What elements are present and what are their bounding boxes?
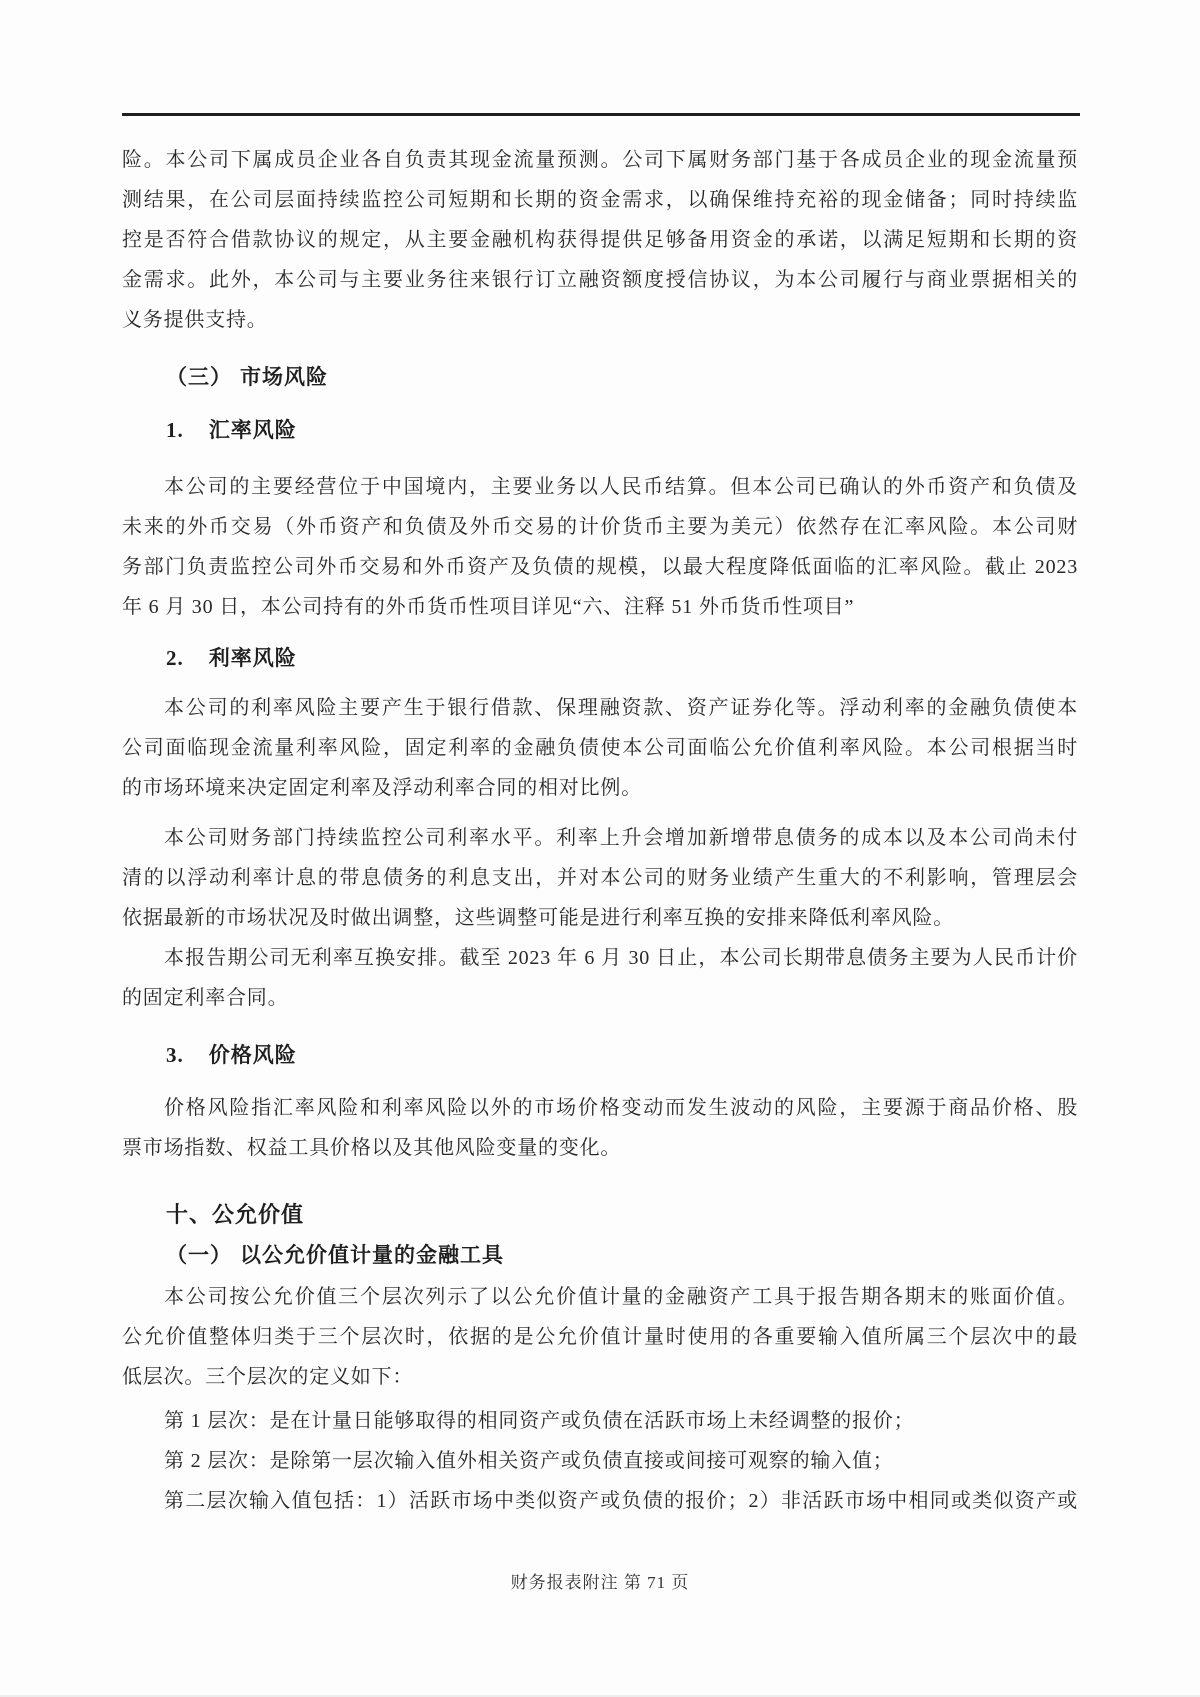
heading-price-risk: [122, 1035, 1078, 1075]
heading-label: 利率风险: [208, 646, 297, 670]
header-rule: [122, 113, 1080, 116]
text-line: 本公司按公允价值三个层次列示了以公允价值计量的金融资产工具于报告期各期末的账面价值。: [164, 1286, 1078, 1308]
item-level-2-definition: [122, 1441, 1078, 1481]
heading-number: 1.: [166, 418, 184, 442]
text-line: 第 1 层次：是在计量日能够取得的相同资产或负债在活跃市场上未经调整的报价；: [164, 1410, 915, 1432]
text-line: 低层次。三个层次的定义如下：: [122, 1366, 414, 1388]
heading-label: 以公允价值计量的金融工具: [240, 1243, 504, 1267]
heading-exchange-rate-risk: [122, 410, 1078, 450]
text-line: 票市场指数、权益工具价格以及其他风险变量的变化。: [122, 1137, 622, 1159]
heading-number: （三）: [166, 365, 232, 389]
text-line: 义务提供支持。: [122, 309, 268, 331]
text-line: 公司面临现金流量利率风险，固定利率的金融负债使本公司面临公允价值利率风险。本公司根据当时: [122, 737, 1078, 759]
paragraph-fair-value-levels: [122, 1277, 1078, 1397]
text-line: 清的以浮动利率计息的带息债务的利息支出，并对本公司的财务业绩产生重大的不利影响，管理层会: [122, 867, 1078, 889]
paragraph-exchange-rate-risk: [122, 467, 1078, 627]
text-line: 金需求。此外，本公司与主要业务往来银行订立融资额度授信协议，为本公司履行与商业票据相关的: [122, 269, 1078, 291]
heading-number: 3.: [166, 1043, 184, 1067]
text-line: 控是否符合借款协议的规定，从主要金融机构获得提供足够备用资金的承诺，以满足短期和长期的资: [122, 229, 1078, 251]
heading-market-risk: [122, 357, 1078, 397]
paragraph-interest-rate-monitoring: [122, 818, 1078, 938]
heading-number: 2.: [166, 646, 184, 670]
text-line: 第 2 层次：是除第一层次输入值外相关资产或负债直接或间接可观察的输入值；: [164, 1450, 894, 1472]
text-line: 本公司的利率风险主要产生于银行借款、保理融资款、资产证券化等。浮动利率的金融负债使本: [164, 697, 1078, 719]
text-line: 的市场环境来决定固定利率及浮动利率合同的相对比例。: [122, 777, 642, 799]
paragraph-no-interest-rate-swap: [122, 938, 1078, 1018]
item-level-1-definition: [122, 1401, 1078, 1441]
heading-label: 价格风险: [208, 1043, 297, 1067]
page-footer: [0, 1563, 1200, 1603]
footer-text: 财务报表附注 第 71 页: [510, 1573, 690, 1592]
heading-label: 汇率风险: [208, 418, 297, 442]
heading-interest-rate-risk: [122, 638, 1078, 678]
text-line: 依据最新的市场状况及时做出调整，这些调整可能是进行利率互换的安排来降低利率风险。: [122, 907, 954, 929]
document-body: [122, 117, 1078, 1521]
text-line: 本公司的主要经营位于中国境内，主要业务以人民币结算。但本公司已确认的外币资产和负债及: [164, 476, 1078, 498]
item-level-2-inputs: [122, 1481, 1078, 1521]
heading-fair-value: 十、公允价值: [166, 1202, 305, 1227]
text-line: 价格风险指汇率风险和利率风险以外的市场价格变动而发生波动的风险，主要源于商品价格、股: [164, 1097, 1078, 1119]
paragraph-liquidity-risk-continued: [122, 140, 1078, 340]
paragraph-price-risk: [122, 1088, 1078, 1168]
text-line: 本公司财务部门持续监控公司利率水平。利率上升会增加新增带息债务的成本以及本公司尚未付: [164, 827, 1078, 849]
heading-number: （一）: [166, 1243, 232, 1267]
paragraph-interest-rate-risk-sources: [122, 688, 1078, 808]
text-line: 测结果，在公司层面持续监控公司短期和长期的资金需求，以确保维持充裕的现金储备；同时持续监: [122, 189, 1078, 211]
text-line: 的固定利率合同。: [122, 987, 289, 1009]
text-line: 本报告期公司无利率互换安排。截至 2023 年 6 月 30 日止，本公司长期带息债务主要为人民币计价: [164, 947, 1078, 969]
text-line: 公允价值整体归类于三个层次时，依据的是公允价值计量时使用的各重要输入值所属三个层次中的最: [122, 1326, 1078, 1348]
text-line: 险。本公司下属成员企业各自负责其现金流量预测。公司下属财务部门基于各成员企业的现金流量预: [122, 149, 1078, 171]
heading-financial-instruments-at-fair-value: [122, 1235, 1078, 1275]
text-line: 未来的外币交易（外币资产和负债及外币交易的计价货币主要为美元）依然存在汇率风险。本公司财: [122, 516, 1078, 538]
text-line: 年 6 月 30 日，本公司持有的外币货币性项目详见“六、注释 51 外币货币性项目”: [122, 596, 855, 618]
text-line: 务部门负责监控公司外币交易和外币资产及负债的规模，以最大程度降低面临的汇率风险。截止 2023: [122, 556, 1078, 578]
text-line: 第二层次输入值包括：1）活跃市场中类似资产或负债的报价；2）非活跃市场中相同或类似资产或: [164, 1490, 1078, 1512]
heading-label: 市场风险: [240, 365, 328, 389]
